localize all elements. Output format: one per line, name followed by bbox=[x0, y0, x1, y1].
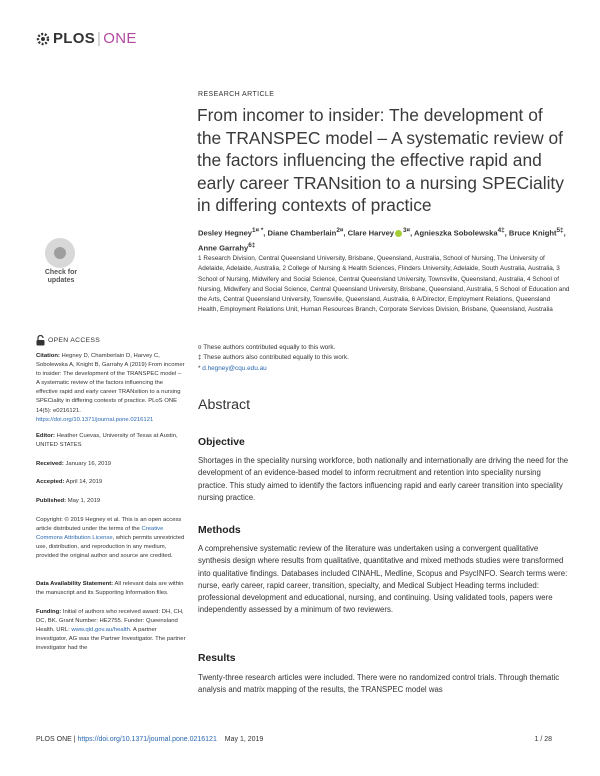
author-list bbox=[198, 225, 570, 254]
accepted-date: Accepted: April 14, 2019 bbox=[36, 479, 103, 485]
copyright-block: Copyright: © 2019 Hegney et al. This is an open access article distributed under the terms of the Creative Commons Attribution License, which permits unrestricted use, distribution, and reproduction in any medium, provided the original author and source are credited. bbox=[36, 517, 185, 560]
abstract-heading: Abstract bbox=[198, 397, 251, 413]
author-name[interactable]: , Anne Garrahy bbox=[198, 228, 566, 253]
author-sup: 5‡ bbox=[556, 227, 564, 234]
article-type: RESEARCH ARTICLE bbox=[198, 91, 275, 98]
published-date: Published: May 1, 2019 bbox=[36, 498, 101, 504]
logo-separator: | bbox=[97, 30, 102, 47]
page-number: 1 / 28 bbox=[534, 736, 552, 743]
editor-block: Editor: Heather Cuevas, University of Texas at Austin, UNITED STATES bbox=[36, 433, 178, 449]
methods-heading: Methods bbox=[198, 525, 241, 536]
data-availability-block: Data Availability Statement: All relevant data are within the manuscript and its Supporting Information files. bbox=[36, 581, 184, 597]
check-for-updates-badge[interactable] bbox=[37, 238, 85, 292]
check-for-updates-icon bbox=[45, 238, 75, 268]
objective-text: Shortages in the speciality nursing workforce, both nationally and internationally are driving the need for the development of an evidence-based model to inform recruitment and retention into speciality nursing practice. This study aimed to identify the factors influencing rapid and early career transition into speciality nursing practice. bbox=[198, 456, 569, 502]
received-date: Received: January 16, 2019 bbox=[36, 461, 112, 467]
logo-one-text: ONE bbox=[103, 30, 137, 47]
open-access-label: OPEN ACCESS bbox=[36, 335, 100, 346]
methods-text: A comprehensive systematic review of the literature was undertaken using a convergent qualitative synthesis design where results from qualitative, quantitative and mixed methods studies were transformed into qualitative findings. Databases included CINAHL, Medline, Scopus and PsycINFO. Search terms were: nurse, early career, rapid career, transition, specialty, and Medical Subject Heading terms included: professional development and educational, nursing, and continuing. Using validated tools, papers were independently assessed by a minimum of two reviewers. bbox=[198, 544, 568, 615]
plos-gear-icon bbox=[36, 32, 50, 46]
corresponding-mark: * bbox=[198, 364, 203, 372]
author-name[interactable]: , Diane Chamberlain bbox=[263, 228, 337, 238]
author-sup: 6‡ bbox=[248, 241, 256, 249]
cc-license-link[interactable]: Creative Commons Attribution License bbox=[36, 526, 164, 542]
citation-doi-link[interactable]: https://doi.org/10.1371/journal.pone.0216121 bbox=[36, 416, 154, 423]
author-name[interactable]: , Clare Harvey bbox=[343, 228, 395, 238]
author-sup: 3¤ bbox=[403, 227, 411, 234]
corresponding-email-link[interactable]: d.hegney@cqu.edu.au bbox=[202, 364, 267, 372]
author-notes bbox=[198, 343, 570, 374]
footer-date: May 1, 2019 bbox=[224, 736, 264, 743]
also-contributed-note: ‡ These authors also contributed equally to this work. bbox=[198, 354, 349, 362]
open-lock-icon bbox=[36, 335, 45, 346]
footer-doi-link[interactable]: https://doi.org/10.1371/journal.pone.0216121 bbox=[77, 736, 217, 743]
footer-journal: PLOS ONE | bbox=[36, 736, 78, 743]
objective-heading: Objective bbox=[198, 437, 245, 448]
article-title: From incomer to insider: The development of the TRANSPEC model – A systematic review of the factors influencing the effective rapid and early career TRANsition to a nursing SPECiality in differing contexts of practice bbox=[197, 105, 564, 216]
plos-one-logo[interactable] bbox=[36, 30, 137, 47]
citation-block: Citation: Hegney D, Chamberlain D, Harvey C, Sobolewska A, Knight B, Garrahy A (2019) From incomer to insider: The development of the TRANSPEC model – A systematic review of the factors influencing the effective rapid and early career TRANsition to a nursing SPECiality in differing contexts of practice. PLoS ONE 14(5): e0216121. https://doi.org/10.1371/journal.pone.0216121 bbox=[36, 353, 185, 423]
author-name[interactable]: Desley Hegney bbox=[198, 228, 253, 238]
funder-url-link[interactable]: www.qld.gov.au/health bbox=[71, 627, 130, 634]
corresponding-email-note bbox=[198, 364, 570, 374]
orcid-icon[interactable] bbox=[395, 230, 402, 237]
check-for-updates-label: Check for updates bbox=[44, 269, 78, 284]
results-text: Twenty-three research articles were included. There were no randomized control trials. Through thematic analysis and matrix mapping of the results, the TRANSPEC model was bbox=[198, 673, 560, 695]
page-footer bbox=[36, 736, 552, 743]
author-name[interactable]: , Bruce Knight bbox=[504, 228, 557, 238]
results-heading: Results bbox=[198, 653, 236, 664]
affiliations: 1 Research Division, Central Queensland University, Brisbane, Queensland, Australia, School of Nursing, The University of Adelaide, Adelaide, Australia, 2 College of Nursing & Health Sciences, Flinders University, Adelaide, South Australia, Australia, 3 School of Nursing, Midwifery and Social Science, Central Queensland University, Townsville, Queensland, Australia, 4 School of Nursing, Midwifery and Social Science, Central Queensland University, Brisbane, Queensland, Australia, 5 School of Education and the Arts, Central Queensland University, Townsville, Queensland, Australia, 6 A/Director, Employment Relations, Queensland Health, Employment Relations Unit, Human Resources Branch, Corporate Services Division, Brisbane, Queensland, Australia bbox=[198, 255, 570, 314]
author-sup: 2¤ bbox=[336, 227, 344, 234]
logo-plos-text: PLOS bbox=[53, 30, 96, 47]
equal-contribution-note: ¤ These authors contributed equally to this work. bbox=[198, 344, 336, 351]
funding-block: Funding: Initial of authors who received award: DH, CH, DC, BK. Grant Number: HE2755. Funder: Queensland Health. URL: www.qld.gov.au/health. A partner investigator, AG was the Partner Investigator. The partner investigator had the bbox=[36, 609, 186, 652]
author-sup: 4‡ bbox=[497, 227, 505, 234]
author-sup: 1¤ * bbox=[252, 227, 264, 234]
author-name[interactable]: , Agnieszka Sobolewska bbox=[410, 228, 498, 238]
